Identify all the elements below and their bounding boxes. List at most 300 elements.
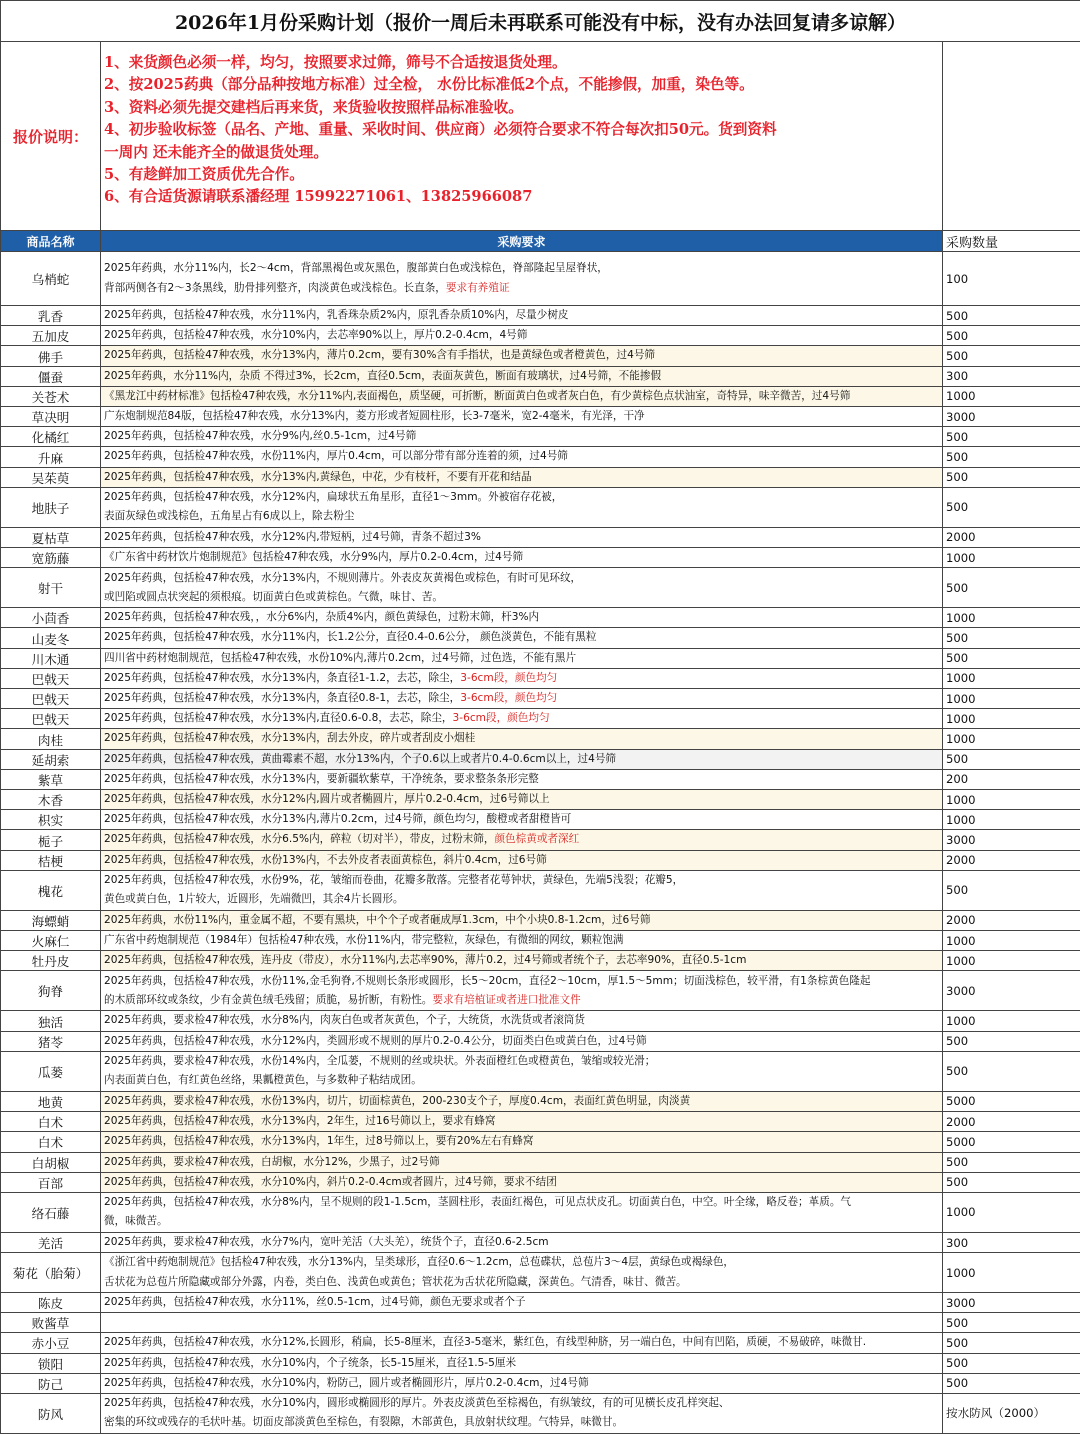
purchase-quantity: 按水防风（2000） — [943, 1393, 1080, 1433]
purchase-quantity: 500 — [943, 467, 1080, 487]
product-name: 络石藤 — [1, 1192, 101, 1232]
requirement-text: 表面灰绿色或浅棕色，五角星占有6成以上，除去粉尘 — [104, 510, 354, 522]
requirement-text: 2025年药典，包括检47种农残，水分10%内，个子统条，长5-15厘米，直径1.5-5厘米 — [104, 1357, 516, 1369]
note-line: 一周内 还未能齐全的做退货处理。 — [104, 142, 939, 164]
table-row — [1, 769, 1080, 789]
purchase-requirement — [101, 1232, 943, 1252]
requirement-text: 黄色或黄白色，1片较大，近圆形，先端微凹，其余4片长圆形。 — [104, 893, 404, 905]
product-name: 猪苓 — [1, 1031, 101, 1051]
table-row — [1, 1031, 1080, 1051]
product-name: 宽筋藤 — [1, 548, 101, 568]
requirement-highlight: 颜色棕黄或者深红 — [494, 833, 579, 845]
requirement-text: 2025年药典，包括检47种农残，水分9%内,丝0.5-1cm，过4号筛 — [104, 430, 416, 442]
purchase-requirement — [101, 1051, 943, 1091]
product-name: 败酱草 — [1, 1313, 101, 1333]
table-row — [1, 487, 1080, 527]
table-row — [1, 568, 1080, 608]
product-name: 化橘红 — [1, 427, 101, 447]
requirement-text: 广东炮制规范84版，包括检47种农残，水分13%内，菱方形或者短圆柱形，长3-7毫米，宽2-4毫米，有光泽，干净 — [104, 410, 645, 422]
product-name: 栀子 — [1, 830, 101, 850]
requirement-line — [104, 548, 939, 567]
requirement-line — [104, 427, 939, 446]
product-name: 小茴香 — [1, 608, 101, 628]
table-row — [1, 1112, 1080, 1132]
requirement-line — [104, 1173, 939, 1192]
requirement-text: 2025年药典，包括检47种农残，水分11%内，长1.2公分，直径0.4-0.6公分， 颜色淡黄色，不能有黑粒 — [104, 631, 597, 643]
purchase-quantity: 1000 — [943, 668, 1080, 688]
requirement-line — [104, 890, 939, 909]
purchase-quantity: 1000 — [943, 790, 1080, 810]
requirement-line — [104, 1112, 939, 1131]
purchase-quantity: 500 — [943, 487, 1080, 527]
table-row — [1, 931, 1080, 951]
purchase-quantity: 1000 — [943, 548, 1080, 568]
product-name: 火麻仁 — [1, 931, 101, 951]
note-line: 6、有合适货源请联系潘经理 15992271061、13825966087 — [104, 186, 939, 208]
header-row — [1, 231, 1080, 252]
requirement-text: 2025年药典，包括检47种农残，水分10%内，去芯率90%以上，厚片0.2-0.4cm，4号筛 — [104, 329, 527, 341]
requirement-line — [104, 1394, 939, 1413]
product-name: 紫草 — [1, 769, 101, 789]
requirement-line — [104, 588, 939, 607]
purchase-requirement — [101, 487, 943, 527]
purchase-quantity: 500 — [943, 427, 1080, 447]
requirement-line — [104, 649, 939, 668]
requirement-line — [104, 1354, 939, 1373]
requirement-line — [104, 770, 939, 789]
purchase-requirement — [101, 527, 943, 547]
product-name: 佛手 — [1, 346, 101, 366]
requirement-text: 《广东省中药材饮片炮制规范》包括检47种农残，水分9%内，厚片0.2-0.4cm，过4号筛 — [104, 551, 523, 563]
requirement-text: 2025年药典，包括检47种农残，水分13%内，1年生，过8号筛以上，要有20%左右有蜂窝 — [104, 1135, 533, 1147]
product-name: 海螵蛸 — [1, 910, 101, 930]
product-name: 升麻 — [1, 447, 101, 467]
purchase-requirement — [101, 628, 943, 648]
table-row — [1, 830, 1080, 850]
requirement-line — [104, 608, 939, 627]
requirement-text: 四川省中药材炮制规范，包括检47种农残，水份10%内,薄片0.2cm，过4号筛，过色选，不能有黑片 — [104, 652, 576, 664]
purchase-requirement — [101, 1132, 943, 1152]
table-row — [1, 346, 1080, 366]
product-name: 桔梗 — [1, 850, 101, 870]
purchase-requirement — [101, 769, 943, 789]
product-name: 锁阳 — [1, 1353, 101, 1373]
purchase-requirement — [101, 1031, 943, 1051]
requirement-line — [104, 569, 939, 588]
requirement-line — [104, 528, 939, 547]
purchase-requirement — [101, 931, 943, 951]
purchase-requirement — [101, 467, 943, 487]
purchase-quantity: 500 — [943, 749, 1080, 769]
purchase-quantity: 1000 — [943, 386, 1080, 406]
purchase-requirement — [101, 608, 943, 628]
requirement-line — [104, 1011, 939, 1030]
requirement-text: 2025年药典，包括检47种农残，黄曲霉素不超，水分13%内，个子0.6以上或者片0.4-0.6cm以上，过4号筛 — [104, 753, 616, 765]
table-row — [1, 971, 1080, 1011]
requirement-line — [104, 1032, 939, 1051]
requirement-line — [104, 1374, 939, 1393]
header-name: 商品名称 — [1, 231, 101, 252]
table-row — [1, 951, 1080, 971]
purchase-requirement — [101, 729, 943, 749]
requirement-text: 广东省中药炮制规范（1984年）包括检47种农残，水份11%内，带完整粒，灰绿色，有微细的网纹，颗粒饱满 — [104, 934, 624, 946]
purchase-requirement — [101, 830, 943, 850]
table-row — [1, 1333, 1080, 1353]
purchase-quantity: 1000 — [943, 709, 1080, 729]
product-name: 射干 — [1, 568, 101, 608]
requirement-highlight: 3-6cm段，颜色均匀 — [460, 692, 557, 704]
product-name: 狗脊 — [1, 971, 101, 1011]
purchase-requirement — [101, 1011, 943, 1031]
purchase-requirement — [101, 568, 943, 608]
requirement-line — [104, 972, 939, 991]
requirement-text: 2025年药典，要求检47种农残，水分8%内，肉灰白色或者灰黄色，个子，大统货，水洗货或者滚筒货 — [104, 1014, 585, 1026]
product-name: 巴戟天 — [1, 709, 101, 729]
requirement-text: 2025年药典，包括检47种农残，水分6.5%内，碎粒（切对半），带皮，过粉末筛， — [104, 833, 494, 845]
purchase-requirement — [101, 346, 943, 366]
table-row — [1, 689, 1080, 709]
purchase-quantity: 500 — [943, 1313, 1080, 1333]
requirement-highlight: 3-6cm段，颜色均匀 — [460, 672, 557, 684]
requirement-text: 2025年药典，包括检47种农残，水分10%内，粉防己，圆片或者椭圆形片，厚片0.2-0.4cm，过4号筛 — [104, 1377, 589, 1389]
purchase-quantity: 1000 — [943, 729, 1080, 749]
requirement-line — [104, 1273, 939, 1292]
title-row — [1, 1, 1080, 42]
purchase-quantity: 300 — [943, 1232, 1080, 1252]
requirement-line — [104, 871, 939, 890]
purchase-requirement — [101, 1192, 943, 1232]
product-name: 巴戟天 — [1, 689, 101, 709]
table-row — [1, 1232, 1080, 1252]
product-name: 羌活 — [1, 1232, 101, 1252]
requirement-text: 《浙江省中药炮制规范》包括检47种农残，水分13%内，呈类球形，直径0.6～1.2cm，总苞碟状，总苞片3～4层，黄绿色或褐绿色， — [104, 1256, 734, 1268]
requirement-text: 2025年药典，包括检47种农残，水分13%内，不规则薄片。外表皮灰黄褐色或棕色，有时可见环纹， — [104, 572, 581, 584]
product-name: 五加皮 — [1, 326, 101, 346]
purchase-quantity: 500 — [943, 1152, 1080, 1172]
product-name: 吴茱萸 — [1, 467, 101, 487]
purchase-quantity: 500 — [943, 1373, 1080, 1393]
product-name: 延胡索 — [1, 749, 101, 769]
purchase-quantity: 500 — [943, 326, 1080, 346]
table-row — [1, 628, 1080, 648]
requirement-line — [104, 1092, 939, 1111]
product-name: 槐花 — [1, 870, 101, 910]
requirement-line — [104, 851, 939, 870]
requirement-text: 2025年药典，包括检47种农残，水分13%内，2年生，过16号筛以上，要求有蜂窝 — [104, 1115, 495, 1127]
purchase-requirement — [101, 709, 943, 729]
note-line: 2、按2025药典（部分品种按地方标准）过全检， 水份比标准低2个点，不能掺假，加重，染色等。 — [104, 74, 939, 96]
requirement-line — [104, 306, 939, 325]
purchase-quantity: 500 — [943, 648, 1080, 668]
purchase-quantity: 2000 — [943, 850, 1080, 870]
purchase-quantity: 1000 — [943, 931, 1080, 951]
requirement-line — [104, 911, 939, 930]
requirement-line — [104, 447, 939, 466]
purchase-requirement — [101, 386, 943, 406]
notes-label: 报价说明： — [1, 42, 101, 231]
purchase-requirement — [101, 870, 943, 910]
table-row — [1, 386, 1080, 406]
notes-row — [1, 42, 1080, 231]
table-row — [1, 1091, 1080, 1111]
product-name: 独活 — [1, 1011, 101, 1031]
sheet-title: 2026年1月份采购计划（报价一周后未再联系可能没有中标，没有办法回复请多谅解） — [1, 1, 1080, 42]
requirement-text: 密集的环纹或残存的毛状叶基。切面皮部淡黄色至棕色，有裂隙，木部黄色，具放射状纹理。气特异，味微甘。 — [104, 1416, 623, 1428]
table-row — [1, 306, 1080, 326]
table-row — [1, 427, 1080, 447]
purchase-quantity: 3000 — [943, 407, 1080, 427]
purchase-quantity: 1000 — [943, 810, 1080, 830]
requirement-text: 《黑龙江中药材标准》包括检47种农残，水分11%内,表面褐色，质坚硬，可折断，断面黄白色或者灰白色，有少黄棕色点状油室，奇特异，味辛微苦，过4号筛 — [104, 390, 850, 402]
requirement-line — [104, 1212, 939, 1231]
note-line: 4、初步验收标签（品名、产地、重量、采收时间、供应商）必须符合要求不符合每次扣50元。货到资料 — [104, 119, 939, 141]
note-line: 5、有趁鲜加工资质优先合作。 — [104, 164, 939, 186]
purchase-requirement — [101, 1172, 943, 1192]
requirement-text: 2025年药典，包括检47种农残，水分13%内，条直径1-1.2，去芯，除尘， — [104, 672, 460, 684]
purchase-quantity: 500 — [943, 1353, 1080, 1373]
requirement-line — [104, 1132, 939, 1151]
requirement-text: 2025年药典，包括检47种农残，水分13%内,直径0.6-0.8，去芯，除尘， — [104, 712, 453, 724]
purchase-quantity: 500 — [943, 346, 1080, 366]
purchase-requirement — [101, 1293, 943, 1313]
requirement-line — [104, 326, 939, 345]
requirement-highlight: 3-6cm段，颜色均匀 — [453, 712, 550, 724]
product-name: 草决明 — [1, 407, 101, 427]
requirement-line — [104, 1413, 939, 1432]
requirement-text: 背部两侧各有2～3条黑线，肋骨排列整齐，肉淡黄色或浅棕色。长直条， — [104, 282, 446, 294]
purchase-requirement — [101, 1393, 943, 1433]
requirement-text: 2025年药典，包括检47种农残，水分13%内,薄片0.2cm，过4号筛，颜色均匀，酸橙或者甜橙皆可 — [104, 813, 571, 825]
table-row — [1, 252, 1080, 306]
requirement-line — [104, 830, 939, 849]
table-row — [1, 850, 1080, 870]
table-row — [1, 910, 1080, 930]
requirement-line — [104, 689, 939, 708]
purchase-requirement — [101, 252, 943, 306]
purchase-quantity: 1000 — [943, 689, 1080, 709]
notes-empty-cell — [943, 42, 1080, 231]
requirement-text: 2025年药典，包括检47种农残，水分13%内，要新疆软紫草，干净统条，要求整条条形完整 — [104, 773, 539, 785]
purchase-requirement — [101, 306, 943, 326]
requirement-text: 2025年药典，包括检47种农残，水分12%内,圆片或者椭圆片，厚片0.2-0.4cm，过6号筛以上 — [104, 793, 550, 805]
purchase-requirement — [101, 1313, 943, 1333]
requirement-text: 2025年药典，包括检47种农残，水分12%,长圆形，稍扁，长5-8厘米，直径3-5毫米，紫红色，有线型种脐，另一端白色，中间有凹陷，质硬，不易破碎，味微甘. — [104, 1336, 866, 1348]
purchase-quantity: 500 — [943, 628, 1080, 648]
requirement-text: 2025年药典，要求检47种农残，白胡椒，水分12%，少黑子，过2号筛 — [104, 1156, 440, 1168]
requirement-line — [104, 1293, 939, 1312]
header-quantity: 采购数量 — [943, 231, 1080, 252]
requirement-text: 2025年药典，包括检47种农残，水份13%内，不去外皮者表面黄棕色，斜片0.4cm，过6号筛 — [104, 854, 547, 866]
note-line: 3、资料必须先提交建档后再来货，来货验收按照样品标准验收。 — [104, 97, 939, 119]
product-name: 瓜蒌 — [1, 1051, 101, 1091]
requirement-line — [104, 507, 939, 526]
table-row — [1, 709, 1080, 729]
requirement-text: 2025年药典，水分11%内，杂质 不得过3%，长2cm，直径0.5cm，表面灰黄色，断面有玻璃状，过4号筛，不能掺假 — [104, 370, 661, 382]
requirement-text: 2025年药典，包括检47种农残，水分12%内,带短柄，过4号筛，青条不超过3% — [104, 531, 481, 543]
requirement-line — [104, 279, 939, 298]
purchase-quantity: 1000 — [943, 951, 1080, 971]
requirement-text: 舌状花为总苞片所隐藏或部分外露，内卷，类白色、浅黄色或黄色；管状花为舌状花所隐藏，深黄色。气清香，味甘、微苦。 — [104, 1276, 687, 1288]
table-row — [1, 548, 1080, 568]
product-name: 防风 — [1, 1393, 101, 1433]
table-row — [1, 366, 1080, 386]
table-row — [1, 1253, 1080, 1293]
requirement-text: 或凹陷或圆点状突起的须根痕。切面黄白色或黄棕色。气微，味甘、苦。 — [104, 591, 443, 603]
table-row — [1, 447, 1080, 467]
purchase-quantity: 500 — [943, 1333, 1080, 1353]
requirement-line — [104, 387, 939, 406]
product-name: 地肤子 — [1, 487, 101, 527]
requirement-line — [104, 669, 939, 688]
table-row — [1, 326, 1080, 346]
requirement-text: 2025年药典，包括检47种农残，水份9%，花，皱缩而卷曲，花瓣多散落。完整者花萼钟状，黄绿色，先端5浅裂；花瓣5， — [104, 874, 683, 886]
product-name: 巴戟天 — [1, 668, 101, 688]
purchase-quantity: 300 — [943, 366, 1080, 386]
requirement-line — [104, 488, 939, 507]
purchase-quantity: 500 — [943, 1031, 1080, 1051]
requirement-line — [104, 1052, 939, 1071]
purchase-requirement — [101, 749, 943, 769]
note-line: 1、来货颜色必须一样，均匀，按照要求过筛，筛号不合适按退货处理。 — [104, 52, 939, 74]
purchase-requirement — [101, 427, 943, 447]
requirement-line — [104, 931, 939, 950]
table-row — [1, 1011, 1080, 1031]
requirement-text: 2025年药典，包括检47种农残，水份11%内，厚片0.4cm，可以部分带有部分连着的须，过4号筛 — [104, 450, 568, 462]
requirement-line — [104, 951, 939, 970]
table-row — [1, 527, 1080, 547]
requirement-line — [104, 1333, 939, 1352]
product-name: 乌梢蛇 — [1, 252, 101, 306]
purchase-requirement — [101, 1373, 943, 1393]
purchase-quantity: 500 — [943, 1172, 1080, 1192]
requirement-text: 2025年药典，包括检47种农残，水分12%内，类圆形或不规则的厚片0.2-0.4公分，切面类白色或黄白色，过4号筛 — [104, 1035, 647, 1047]
purchase-quantity: 500 — [943, 1051, 1080, 1091]
requirement-text: 内表面黄白色，有红黄色丝络，果瓤橙黄色，与多数种子粘结成团。 — [104, 1074, 422, 1086]
purchase-quantity: 2000 — [943, 910, 1080, 930]
table-body — [1, 252, 1080, 1434]
requirement-line — [104, 790, 939, 809]
purchase-requirement — [101, 1091, 943, 1111]
purchase-requirement — [101, 407, 943, 427]
purchase-requirement — [101, 1152, 943, 1172]
requirement-line — [104, 991, 939, 1010]
requirement-text: 2025年药典，包括检47种农残，连丹皮（带皮），水分11%内,去芯率90%，薄片0.2，过4号筛或者统个子，去芯率90%，直径0.5-1cm — [104, 954, 746, 966]
table-row — [1, 790, 1080, 810]
purchase-requirement — [101, 326, 943, 346]
purchase-quantity: 1000 — [943, 1011, 1080, 1031]
requirement-line — [104, 1071, 939, 1090]
requirement-line — [104, 628, 939, 647]
requirement-highlight: 要求有培植证或者进口批准文件 — [432, 994, 580, 1006]
table-row — [1, 729, 1080, 749]
requirement-line — [104, 407, 939, 426]
table-row — [1, 1373, 1080, 1393]
requirement-line — [104, 259, 939, 278]
purchase-requirement — [101, 910, 943, 930]
purchase-requirement — [101, 366, 943, 386]
requirement-line — [104, 346, 939, 365]
notes-body — [101, 42, 943, 231]
product-name: 夏枯草 — [1, 527, 101, 547]
purchase-quantity: 5000 — [943, 1132, 1080, 1152]
requirement-text: 2025年药典，水份11%内，重金属不超，不要有黑块，中个个子或者砸成厚1.3cm，中个小块0.8-1.2cm，过6号筛 — [104, 914, 650, 926]
requirement-line — [104, 367, 939, 386]
purchase-quantity: 500 — [943, 568, 1080, 608]
requirement-text: 2025年药典，要求检47种农残，水份13%内，切片，切面棕黄色，200-230支个子，厚度0.4cm，表面红黄色明显，肉淡黄 — [104, 1095, 690, 1107]
product-name: 地黄 — [1, 1091, 101, 1111]
purchase-requirement — [101, 971, 943, 1011]
purchase-requirement — [101, 548, 943, 568]
requirement-text: 2025年药典，包括检47种农残，水分11%，丝0.5-1cm，过4号筛，颜色无要求或者个子 — [104, 1296, 526, 1308]
product-name: 牡丹皮 — [1, 951, 101, 971]
product-name: 陈皮 — [1, 1293, 101, 1313]
purchase-quantity: 100 — [943, 252, 1080, 306]
requirement-text: 2025年药典，包括检47种农残，水分8%内，呈不规则的段1-1.5cm，茎圆柱形，表面红褐色，可见点状皮孔。切面黄白色，中空。叶全缘，略反卷；革质。气 — [104, 1196, 851, 1208]
product-name: 菊花（胎菊） — [1, 1253, 101, 1293]
table-row — [1, 1393, 1080, 1433]
product-name: 川木通 — [1, 648, 101, 668]
product-name: 僵蚕 — [1, 366, 101, 386]
requirement-text: 2025年药典，包括检47种农残，水分11%内，乳香珠杂质2%内，原乳香杂质10%内，尽量少树皮 — [104, 309, 569, 321]
requirement-text: 2025年药典，包括检47种农残，水分13%内，薄片0.2cm，要有30%含有手指状，也是黄绿色或者橙黄色，过4号筛 — [104, 349, 655, 361]
product-name: 赤小豆 — [1, 1333, 101, 1353]
table-row — [1, 749, 1080, 769]
requirement-text: 2025年药典，包括检47种农残，水分10%内，圆形或椭圆形的厚片。外表皮淡黄色至棕褐色，有纵皱纹，有的可见横长皮孔样突起、 — [104, 1397, 729, 1409]
purchase-requirement — [101, 790, 943, 810]
table-row — [1, 1172, 1080, 1192]
table-row — [1, 1132, 1080, 1152]
table-row — [1, 1313, 1080, 1333]
table-row — [1, 870, 1080, 910]
header-requirement: 采购要求 — [101, 231, 943, 252]
purchase-quantity: 3000 — [943, 830, 1080, 850]
purchase-quantity: 3000 — [943, 971, 1080, 1011]
product-name: 防己 — [1, 1373, 101, 1393]
product-name: 关苍术 — [1, 386, 101, 406]
requirement-line — [104, 709, 939, 728]
purchase-quantity: 200 — [943, 769, 1080, 789]
table-row — [1, 1353, 1080, 1373]
requirement-line — [104, 1233, 939, 1252]
table-row — [1, 648, 1080, 668]
table-row — [1, 668, 1080, 688]
table-row — [1, 1051, 1080, 1091]
requirement-text: 2025年药典，包括检47种农残，水分13%内，刮去外皮，碎片或者刮皮小烟桂 — [104, 732, 475, 744]
requirement-line — [104, 810, 939, 829]
table-row — [1, 467, 1080, 487]
requirement-line — [104, 1193, 939, 1212]
purchase-requirement — [101, 668, 943, 688]
purchase-requirement — [101, 810, 943, 830]
purchase-requirement — [101, 648, 943, 668]
requirement-text: 2025年药典，包括检47种农残，水分12%内，扁球状五角星形，直径1～3mm。外被宿存花被， — [104, 491, 562, 503]
purchase-requirement — [101, 1112, 943, 1132]
table-row — [1, 1192, 1080, 1232]
table-row — [1, 810, 1080, 830]
purchase-requirement — [101, 1333, 943, 1353]
requirement-text: 2025年药典，水分11%内，长2～4cm，背部黑褐色或灰黑色，腹部黄白色或浅棕色，脊部隆起呈屋脊状， — [104, 262, 608, 274]
product-name: 白术 — [1, 1132, 101, 1152]
product-name: 枳实 — [1, 810, 101, 830]
purchase-quantity: 2000 — [943, 1112, 1080, 1132]
product-name: 乳香 — [1, 306, 101, 326]
purchase-requirement — [101, 1353, 943, 1373]
product-name: 山麦冬 — [1, 628, 101, 648]
purchase-requirement — [101, 951, 943, 971]
purchase-quantity: 500 — [943, 447, 1080, 467]
purchase-quantity: 2000 — [943, 527, 1080, 547]
table-row — [1, 608, 1080, 628]
